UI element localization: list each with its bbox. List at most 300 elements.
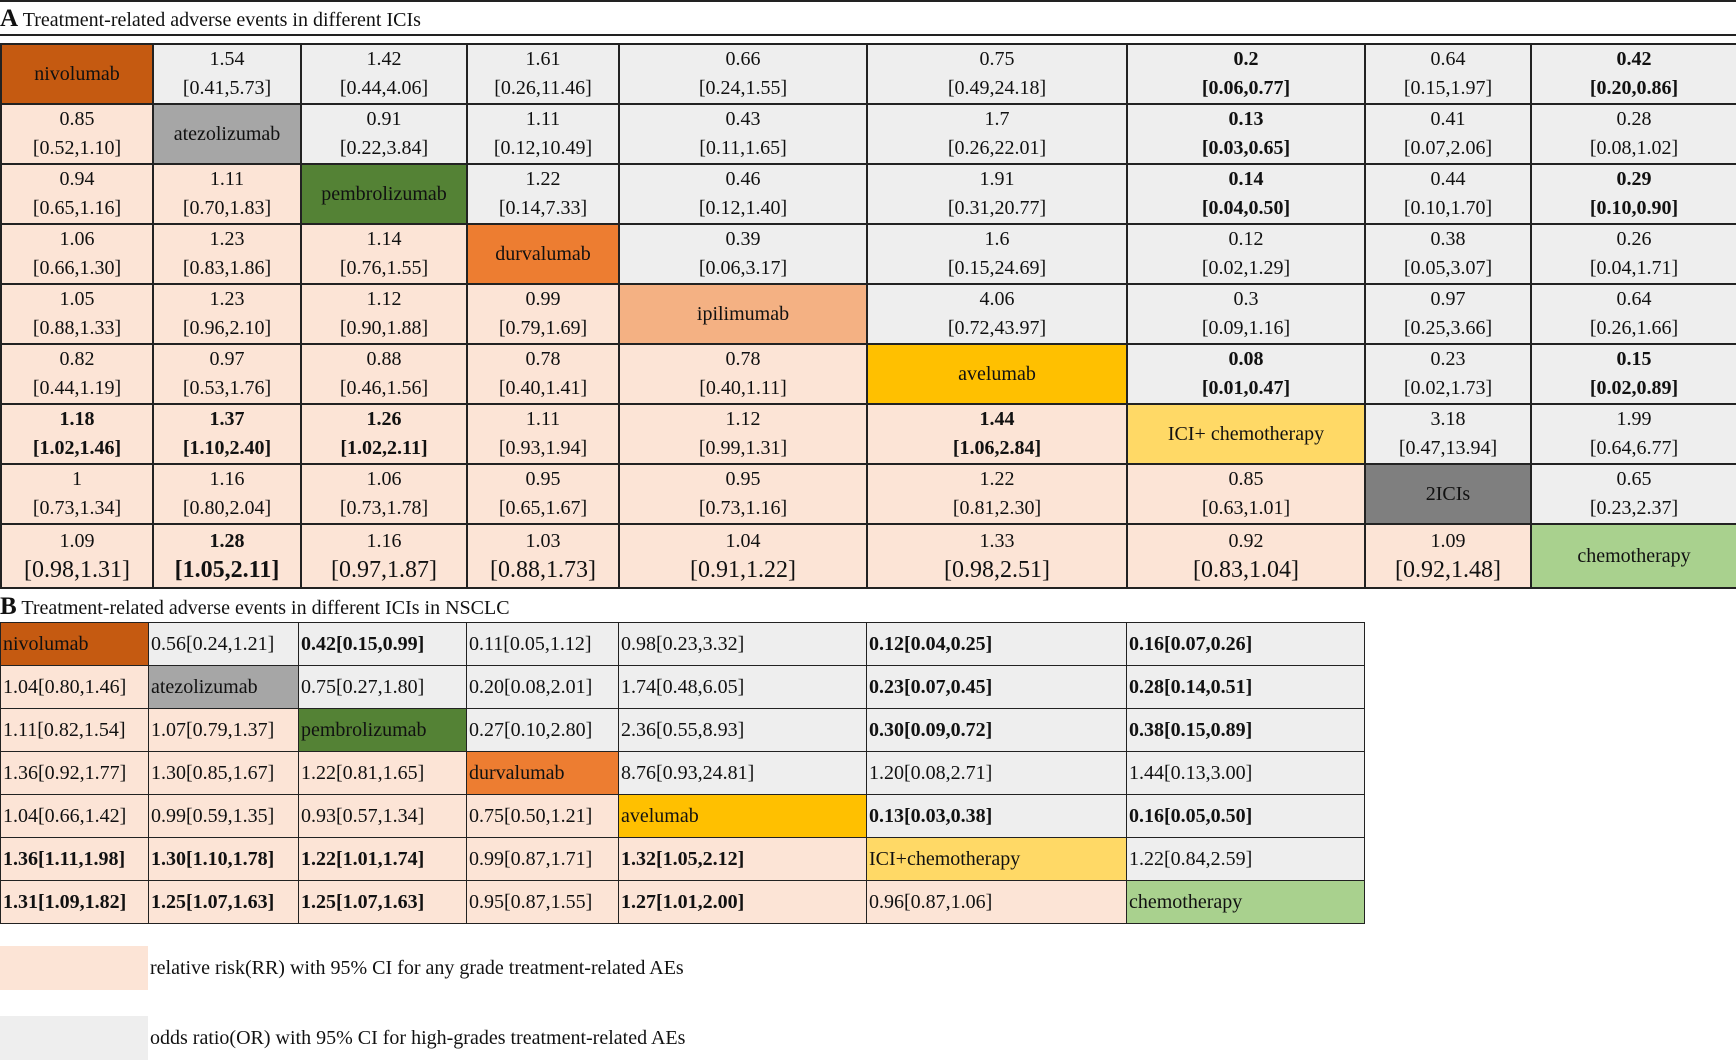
effect-cell [1365, 44, 1531, 104]
table-b-row [1, 752, 1365, 795]
effect-estimate: 0.92 [1228, 530, 1264, 552]
confidence-interval: [0.15,24.69] [947, 257, 1047, 279]
effect-cell: 0.16[0.05,0.50] [1127, 795, 1365, 838]
drug-label-chemotherapy: chemotherapy [1127, 881, 1365, 924]
effect-cell: 1.36[0.92,1.77] [1, 752, 149, 795]
confidence-interval: [0.90,1.88] [339, 317, 429, 339]
table-a-row [1, 344, 1736, 404]
effect-cell [1, 404, 153, 464]
section-a-title-text: Treatment-related adverse events in different ICIs [22, 9, 421, 31]
table-a-row [1, 284, 1736, 344]
effect-cell [153, 44, 301, 104]
effect-estimate: 0.88 [366, 348, 402, 370]
effect-cell [1531, 284, 1736, 344]
effect-estimate: 1.16 [366, 530, 402, 552]
effect-cell: 1.44[0.13,3.00] [1127, 752, 1365, 795]
effect-estimate: 1.14 [366, 228, 402, 250]
effect-cell: 0.98[0.23,3.32] [619, 623, 867, 666]
confidence-interval: [0.63,1.01] [1201, 497, 1291, 519]
confidence-interval: [0.83,1.04] [1193, 557, 1299, 583]
effect-estimate: 1.7 [984, 108, 1010, 130]
effect-cell: 1.20[0.08,2.71] [867, 752, 1127, 795]
effect-estimate: 0.3 [1233, 288, 1259, 310]
effect-cell [1, 464, 153, 524]
effect-estimate: 0.99 [525, 288, 561, 310]
effect-cell [1, 344, 153, 404]
effect-estimate: 1.23 [209, 228, 245, 250]
confidence-interval: [0.65,1.16] [32, 197, 122, 219]
effect-estimate: 1.26 [366, 408, 402, 430]
effect-cell [301, 344, 467, 404]
effect-estimate: 0.66 [725, 48, 761, 70]
effect-cell [867, 224, 1127, 284]
drug-label-nivolumab: nivolumab [1, 44, 153, 104]
confidence-interval: [1.05,2.11] [174, 557, 280, 583]
confidence-interval: [0.03,0.65] [1201, 137, 1291, 159]
effect-cell [467, 524, 619, 588]
confidence-interval: [1.10,2.40] [182, 437, 272, 459]
section-b-title-text: Treatment-related adverse events in different ICIs in NSCLC [21, 597, 510, 619]
effect-estimate: 1.22 [525, 168, 561, 190]
effect-cell [1, 224, 153, 284]
effect-estimate: 4.06 [979, 288, 1015, 310]
table-a-row [1, 224, 1736, 284]
table-a-row [1, 524, 1736, 588]
confidence-interval: [0.04,1.71] [1589, 257, 1679, 279]
effect-estimate: 1.11 [525, 408, 561, 430]
effect-cell: 0.56[0.24,1.21] [149, 623, 299, 666]
effect-cell [1365, 524, 1531, 588]
table-a-row [1, 164, 1736, 224]
table-b-row [1, 881, 1365, 924]
effect-cell: 1.22[1.01,1.74] [299, 838, 467, 881]
confidence-interval: [0.10,0.90] [1589, 197, 1679, 219]
effect-cell: 1.36[1.11,1.98] [1, 838, 149, 881]
effect-estimate: 0.94 [59, 168, 95, 190]
effect-cell: 0.38[0.15,0.89] [1127, 709, 1365, 752]
effect-estimate: 0.44 [1430, 168, 1466, 190]
effect-cell [1, 524, 153, 588]
effect-cell [301, 404, 467, 464]
confidence-interval: [0.02,0.89] [1589, 377, 1679, 399]
effect-estimate: 1.09 [1430, 530, 1466, 552]
effect-cell: 0.23[0.07,0.45] [867, 666, 1127, 709]
effect-cell [301, 104, 467, 164]
effect-cell: 0.30[0.09,0.72] [867, 709, 1127, 752]
section-a-title [0, 0, 1736, 36]
confidence-interval: [0.41,5.73] [182, 77, 272, 99]
effect-cell [1127, 344, 1365, 404]
drug-label-ici-chemotherapy: ICI+ chemotherapy [1127, 404, 1365, 464]
confidence-interval: [0.22,3.84] [339, 137, 429, 159]
effect-cell [1365, 284, 1531, 344]
confidence-interval: [0.04,0.50] [1201, 197, 1291, 219]
confidence-interval: [0.12,10.49] [493, 137, 593, 159]
effect-cell: 1.30[1.10,1.78] [149, 838, 299, 881]
table-a-row [1, 104, 1736, 164]
confidence-interval: [0.44,4.06] [339, 77, 429, 99]
effect-estimate: 0.85 [1228, 468, 1264, 490]
effect-cell: 2.36[0.55,8.93] [619, 709, 867, 752]
confidence-interval: [0.88,1.73] [490, 557, 596, 583]
legend-rr-swatch [0, 946, 148, 990]
effect-cell [1531, 44, 1736, 104]
effect-estimate: 0.13 [1228, 108, 1264, 130]
drug-label-pembrolizumab: pembrolizumab [299, 709, 467, 752]
effect-cell [301, 224, 467, 284]
effect-estimate: 0.12 [1228, 228, 1264, 250]
effect-estimate: 1.12 [725, 408, 761, 430]
confidence-interval: [0.96,2.10] [182, 317, 272, 339]
effect-cell [301, 464, 467, 524]
table-a-row [1, 404, 1736, 464]
effect-cell [619, 164, 867, 224]
effect-cell [1365, 344, 1531, 404]
effect-cell [1365, 104, 1531, 164]
effect-cell: 0.42[0.15,0.99] [299, 623, 467, 666]
effect-cell [867, 164, 1127, 224]
confidence-interval: [0.09,1.16] [1201, 317, 1291, 339]
effect-cell: 0.28[0.14,0.51] [1127, 666, 1365, 709]
confidence-interval: [0.26,11.46] [494, 77, 592, 99]
effect-cell: 1.04[0.66,1.42] [1, 795, 149, 838]
effect-cell: 1.27[1.01,2.00] [619, 881, 867, 924]
effect-estimate: 0.28 [1616, 108, 1652, 130]
confidence-interval: [0.06,3.17] [698, 257, 788, 279]
effect-estimate: 1.91 [979, 168, 1015, 190]
confidence-interval: [0.99,1.31] [698, 437, 788, 459]
section-b-letter: B [0, 593, 17, 620]
effect-cell [619, 524, 867, 588]
effect-cell [1531, 344, 1736, 404]
effect-estimate: 0.26 [1616, 228, 1652, 250]
effect-estimate: 0.95 [725, 468, 761, 490]
effect-cell [1531, 104, 1736, 164]
drug-label-ici-chemotherapy: ICI+chemotherapy [867, 838, 1127, 881]
confidence-interval: [0.06,0.77] [1201, 77, 1291, 99]
effect-cell [1, 164, 153, 224]
effect-cell [1365, 164, 1531, 224]
effect-cell: 0.99[0.59,1.35] [149, 795, 299, 838]
effect-estimate: 1.6 [984, 228, 1010, 250]
effect-cell [1531, 164, 1736, 224]
drug-label-atezolizumab: atezolizumab [149, 666, 299, 709]
table-a-row [1, 464, 1736, 524]
effect-cell [619, 404, 867, 464]
effect-cell [867, 404, 1127, 464]
effect-cell: 0.13[0.03,0.38] [867, 795, 1127, 838]
confidence-interval: [0.88,1.33] [32, 317, 122, 339]
effect-estimate: 0.41 [1430, 108, 1466, 130]
effect-cell [1, 284, 153, 344]
effect-cell: 0.11[0.05,1.12] [467, 623, 619, 666]
effect-estimate: 1.18 [59, 408, 95, 430]
effect-cell: 0.20[0.08,2.01] [467, 666, 619, 709]
effect-cell [619, 344, 867, 404]
confidence-interval: [0.73,1.78] [339, 497, 429, 519]
effect-estimate: 0.64 [1616, 288, 1652, 310]
effect-estimate: 1.61 [525, 48, 561, 70]
confidence-interval: [0.47,13.94] [1398, 437, 1498, 459]
confidence-interval: [0.11,1.65] [699, 137, 787, 159]
effect-estimate: 0.85 [59, 108, 95, 130]
confidence-interval: [0.02,1.73] [1403, 377, 1493, 399]
effect-cell [301, 44, 467, 104]
effect-estimate: 0.29 [1616, 168, 1652, 190]
confidence-interval: [0.79,1.69] [498, 317, 588, 339]
effect-estimate: 0.43 [725, 108, 761, 130]
effect-estimate: 0.23 [1430, 348, 1466, 370]
effect-cell [153, 524, 301, 588]
effect-cell [867, 284, 1127, 344]
effect-cell [1127, 224, 1365, 284]
effect-cell: 0.27[0.10,2.80] [467, 709, 619, 752]
effect-cell [1531, 224, 1736, 284]
confidence-interval: [0.23,2.37] [1589, 497, 1679, 519]
effect-estimate: 0.75 [979, 48, 1015, 70]
effect-estimate: 1.28 [209, 530, 245, 552]
effect-cell [1127, 284, 1365, 344]
effect-cell [867, 44, 1127, 104]
effect-estimate: 0.2 [1233, 48, 1259, 70]
drug-label-2icis: 2ICIs [1365, 464, 1531, 524]
confidence-interval: [0.98,1.31] [24, 557, 130, 583]
effect-cell [467, 464, 619, 524]
confidence-interval: [0.83,1.86] [182, 257, 272, 279]
effect-estimate: 0.46 [725, 168, 761, 190]
effect-cell: 8.76[0.93,24.81] [619, 752, 867, 795]
effect-cell [1365, 224, 1531, 284]
effect-cell [619, 104, 867, 164]
effect-estimate: 1.16 [209, 468, 245, 490]
effect-cell [1365, 404, 1531, 464]
effect-estimate: 1.99 [1616, 408, 1652, 430]
table-b-row [1, 623, 1365, 666]
effect-estimate: 1.04 [725, 530, 761, 552]
confidence-interval: [0.40,1.11] [699, 377, 787, 399]
confidence-interval: [0.66,1.30] [32, 257, 122, 279]
effect-cell: 1.32[1.05,2.12] [619, 838, 867, 881]
effect-cell: 1.74[0.48,6.05] [619, 666, 867, 709]
confidence-interval: [0.91,1.22] [690, 557, 796, 583]
effect-cell [467, 404, 619, 464]
effect-cell [867, 524, 1127, 588]
effect-estimate: 1.06 [59, 228, 95, 250]
section-a-letter: A [0, 5, 19, 32]
effect-cell [467, 284, 619, 344]
effect-cell [301, 284, 467, 344]
confidence-interval: [0.52,1.10] [32, 137, 122, 159]
drug-label-avelumab: avelumab [867, 344, 1127, 404]
confidence-interval: [0.98,2.51] [944, 557, 1050, 583]
confidence-interval: [0.80,2.04] [182, 497, 272, 519]
effect-cell [467, 44, 619, 104]
effect-cell: 0.75[0.27,1.80] [299, 666, 467, 709]
effect-cell [1127, 464, 1365, 524]
effect-cell: 1.11[0.82,1.54] [1, 709, 149, 752]
legend-rr-text: relative risk(RR) with 95% CI for any grade treatment-related AEs [150, 957, 684, 979]
confidence-interval: [0.15,1.97] [1403, 77, 1493, 99]
table-b-row [1, 795, 1365, 838]
effect-estimate: 1.54 [209, 48, 245, 70]
confidence-interval: [0.26,1.66] [1589, 317, 1679, 339]
effect-cell [153, 344, 301, 404]
effect-cell: 1.30[0.85,1.67] [149, 752, 299, 795]
effect-cell: 0.16[0.07,0.26] [1127, 623, 1365, 666]
effect-estimate: 0.42 [1616, 48, 1652, 70]
effect-estimate: 1.22 [979, 468, 1015, 490]
effect-estimate: 1.23 [209, 288, 245, 310]
confidence-interval: [1.06,2.84] [952, 437, 1042, 459]
effect-estimate: 0.08 [1228, 348, 1264, 370]
effect-estimate: 1.03 [525, 530, 561, 552]
confidence-interval: [0.73,1.34] [32, 497, 122, 519]
drug-label-ipilimumab: ipilimumab [619, 284, 867, 344]
effect-cell [1531, 404, 1736, 464]
effect-cell [467, 164, 619, 224]
confidence-interval: [1.02,1.46] [32, 437, 122, 459]
effect-cell [467, 104, 619, 164]
league-table-all-icis [0, 43, 1736, 589]
effect-estimate: 0.64 [1430, 48, 1466, 70]
drug-label-durvalumab: durvalumab [467, 224, 619, 284]
effect-estimate: 1.11 [525, 108, 561, 130]
legend-or-swatch [0, 1016, 148, 1060]
effect-cell: 1.22[0.84,2.59] [1127, 838, 1365, 881]
effect-estimate: 1.11 [209, 168, 245, 190]
effect-estimate: 1 [72, 468, 82, 490]
confidence-interval: [0.49,24.18] [947, 77, 1047, 99]
confidence-interval: [0.12,1.40] [698, 197, 788, 219]
drug-label-atezolizumab: atezolizumab [153, 104, 301, 164]
effect-cell: 1.25[1.07,1.63] [299, 881, 467, 924]
effect-cell [1127, 44, 1365, 104]
effect-cell: 0.96[0.87,1.06] [867, 881, 1127, 924]
effect-estimate: 0.78 [725, 348, 761, 370]
confidence-interval: [0.64,6.77] [1589, 437, 1679, 459]
drug-label-pembrolizumab: pembrolizumab [301, 164, 467, 224]
confidence-interval: [0.26,22.01] [947, 137, 1047, 159]
confidence-interval: [0.97,1.87] [331, 557, 437, 583]
effect-estimate: 3.18 [1430, 408, 1466, 430]
drug-label-nivolumab: nivolumab [1, 623, 149, 666]
effect-cell [1127, 524, 1365, 588]
effect-cell: 0.95[0.87,1.55] [467, 881, 619, 924]
confidence-interval: [0.65,1.67] [498, 497, 588, 519]
effect-cell: 0.12[0.04,0.25] [867, 623, 1127, 666]
confidence-interval: [1.02,2.11] [340, 437, 428, 459]
effect-cell: 1.22[0.81,1.65] [299, 752, 467, 795]
effect-cell [301, 524, 467, 588]
effect-estimate: 0.82 [59, 348, 95, 370]
effect-cell [467, 344, 619, 404]
effect-cell [153, 164, 301, 224]
effect-estimate: 0.14 [1228, 168, 1264, 190]
confidence-interval: [0.92,1.48] [1395, 557, 1501, 583]
confidence-interval: [0.14,7.33] [498, 197, 588, 219]
confidence-interval: [0.02,1.29] [1201, 257, 1291, 279]
confidence-interval: [0.05,3.07] [1403, 257, 1493, 279]
effect-cell [619, 224, 867, 284]
effect-estimate: 0.39 [725, 228, 761, 250]
confidence-interval: [0.73,1.16] [698, 497, 788, 519]
confidence-interval: [0.40,1.41] [498, 377, 588, 399]
confidence-interval: [0.24,1.55] [698, 77, 788, 99]
effect-cell [1531, 464, 1736, 524]
effect-estimate: 1.05 [59, 288, 95, 310]
effect-cell [1127, 164, 1365, 224]
effect-estimate: 0.91 [366, 108, 402, 130]
drug-label-durvalumab: durvalumab [467, 752, 619, 795]
confidence-interval: [0.44,1.19] [32, 377, 122, 399]
drug-label-chemotherapy: chemotherapy [1531, 524, 1736, 588]
confidence-interval: [0.31,20.77] [947, 197, 1047, 219]
legend-or-text: odds ratio(OR) with 95% CI for high-grades treatment-related AEs [150, 1027, 686, 1049]
effect-estimate: 1.44 [979, 408, 1015, 430]
drug-label-avelumab: avelumab [619, 795, 867, 838]
effect-cell [1, 104, 153, 164]
effect-estimate: 1.06 [366, 468, 402, 490]
effect-cell: 0.99[0.87,1.71] [467, 838, 619, 881]
effect-cell [619, 464, 867, 524]
effect-cell [153, 464, 301, 524]
effect-estimate: 1.09 [59, 530, 95, 552]
effect-cell: 1.04[0.80,1.46] [1, 666, 149, 709]
effect-estimate: 0.95 [525, 468, 561, 490]
table-b-row [1, 666, 1365, 709]
section-b-title [0, 590, 1364, 626]
effect-estimate: 0.38 [1430, 228, 1466, 250]
effect-estimate: 0.65 [1616, 468, 1652, 490]
effect-estimate: 1.12 [366, 288, 402, 310]
confidence-interval: [0.81,2.30] [952, 497, 1042, 519]
effect-estimate: 0.97 [209, 348, 245, 370]
effect-estimate: 0.15 [1616, 348, 1652, 370]
confidence-interval: [0.25,3.66] [1403, 317, 1493, 339]
effect-cell: 1.25[1.07,1.63] [149, 881, 299, 924]
table-b-row [1, 709, 1365, 752]
confidence-interval: [0.10,1.70] [1403, 197, 1493, 219]
effect-cell [1127, 104, 1365, 164]
confidence-interval: [0.46,1.56] [339, 377, 429, 399]
league-table-nsclc [0, 622, 1365, 924]
effect-cell: 0.75[0.50,1.21] [467, 795, 619, 838]
effect-cell [619, 44, 867, 104]
confidence-interval: [0.53,1.76] [182, 377, 272, 399]
effect-cell [867, 104, 1127, 164]
effect-estimate: 1.33 [979, 530, 1015, 552]
effect-cell [153, 404, 301, 464]
confidence-interval: [0.93,1.94] [498, 437, 588, 459]
effect-cell: 1.31[1.09,1.82] [1, 881, 149, 924]
confidence-interval: [0.76,1.55] [339, 257, 429, 279]
effect-cell [153, 224, 301, 284]
effect-estimate: 0.97 [1430, 288, 1466, 310]
effect-cell: 0.93[0.57,1.34] [299, 795, 467, 838]
confidence-interval: [0.07,2.06] [1403, 137, 1493, 159]
table-b-row [1, 838, 1365, 881]
confidence-interval: [0.01,0.47] [1201, 377, 1291, 399]
effect-cell [867, 464, 1127, 524]
effect-estimate: 0.78 [525, 348, 561, 370]
effect-estimate: 1.37 [209, 408, 245, 430]
effect-cell [153, 284, 301, 344]
effect-cell: 1.07[0.79,1.37] [149, 709, 299, 752]
confidence-interval: [0.20,0.86] [1589, 77, 1679, 99]
confidence-interval: [0.08,1.02] [1589, 137, 1679, 159]
confidence-interval: [0.70,1.83] [182, 197, 272, 219]
confidence-interval: [0.72,43.97] [947, 317, 1047, 339]
